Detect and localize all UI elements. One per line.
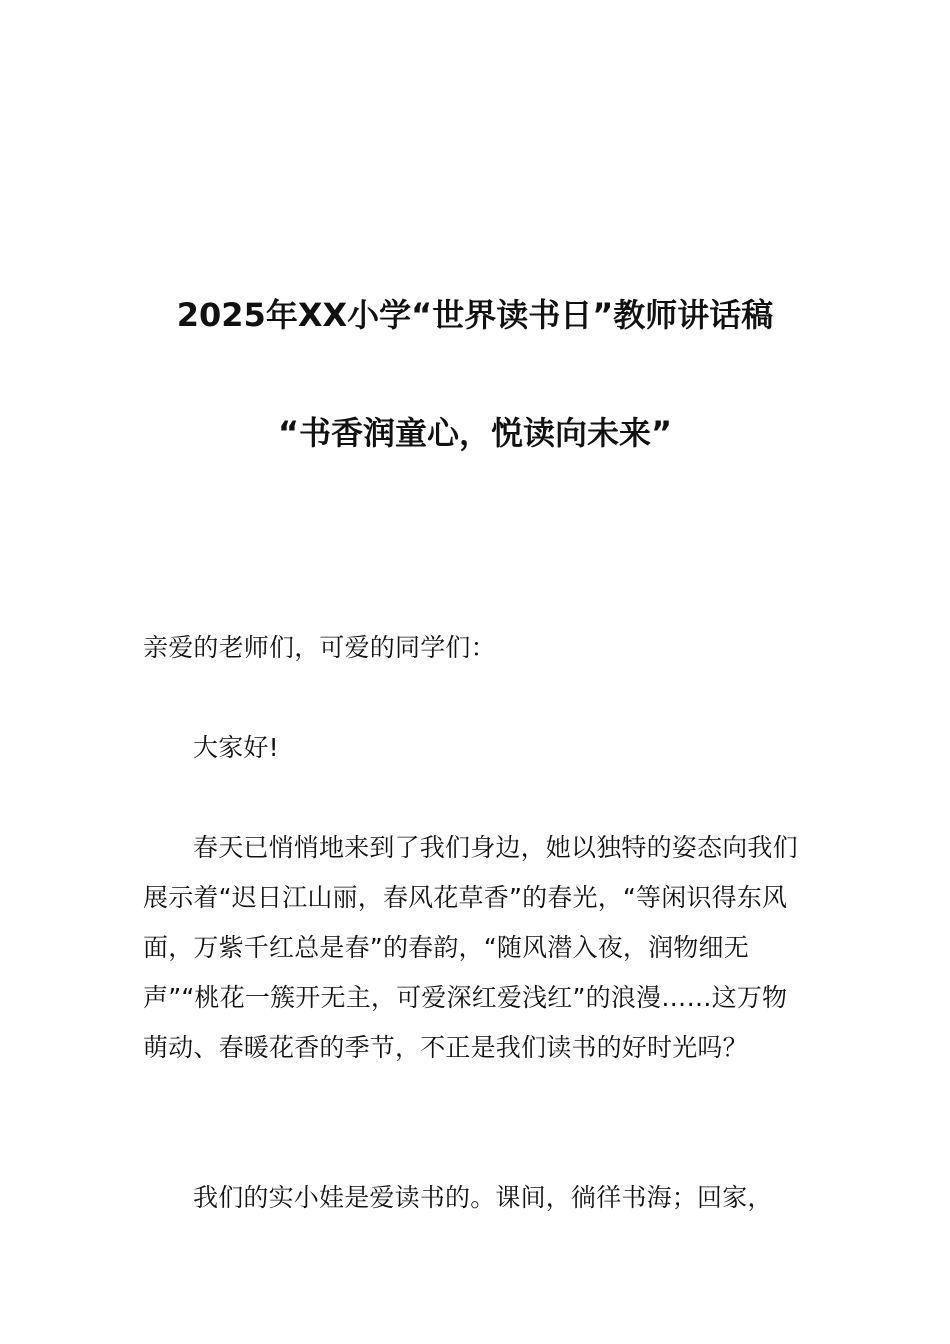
salutation: 亲爱的老师们，可爱的同学们： xyxy=(143,633,496,662)
document-title: 2025年XX小学“世界读书日”教师讲话稿 xyxy=(176,296,774,334)
greeting: 大家好! xyxy=(193,733,279,762)
body-paragraph-2: 我们的实小娃是爱读书的。课间，徜徉书海；回家， xyxy=(193,1183,773,1212)
body-paragraph-1: 春天已悄悄地来到了我们身边，她以独特的姿态向我们展示着“迟日江山丽，春风花草香”的春光，“等闲识得东风面，万紫千红总是春”的春韵，“随风潜入夜，润物细无声”“桃花一簇开无主，可爱深红爱浅红”的浪漫……这万物萌动、春暖花香的季节，不正是我们读书的好时光吗？ xyxy=(143,833,798,1062)
document-subtitle: “书香润童心，悦读向未来” xyxy=(277,414,673,452)
